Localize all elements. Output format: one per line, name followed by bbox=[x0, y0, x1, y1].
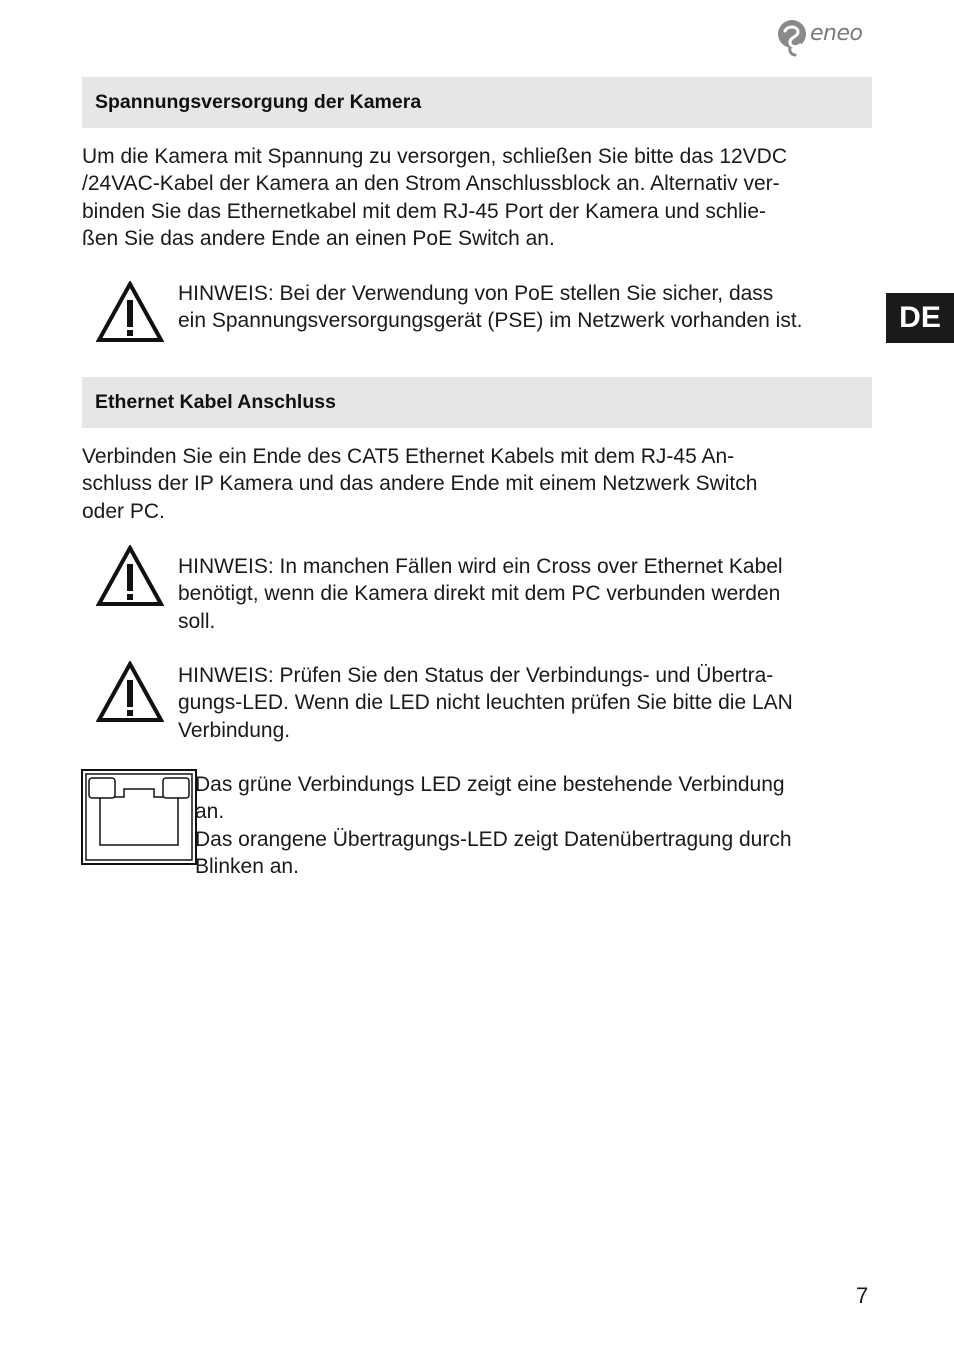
page-number: 7 bbox=[856, 1283, 869, 1308]
eneo-logo bbox=[776, 17, 876, 57]
text-line: HINWEIS: Bei der Verwendung von PoE stellen Sie sicher, dass bbox=[178, 282, 774, 305]
text-line: ßen Sie das andere Ende an einen PoE Switch an. bbox=[82, 226, 555, 250]
warning-icon bbox=[96, 661, 164, 723]
text-line: binden Sie das Ethernetkabel mit dem RJ-45 Port der Kamera und schlie- bbox=[82, 199, 767, 223]
crossover-note bbox=[178, 553, 878, 635]
text-line: benötigt, wenn die Kamera direkt mit dem PC verbunden werden bbox=[178, 582, 781, 606]
text-line: an. bbox=[195, 800, 225, 824]
rj45-port-icon bbox=[81, 769, 197, 865]
poe-note bbox=[178, 280, 878, 335]
language-tab-de: DE bbox=[886, 293, 954, 343]
text-line: HINWEIS: In manchen Fällen wird ein Cross over Ethernet Kabel bbox=[178, 555, 783, 578]
text-line: Blinken an. bbox=[195, 854, 299, 878]
text-line: Verbinden Sie ein Ende des CAT5 Ethernet Kabels mit dem RJ-45 An- bbox=[82, 445, 735, 468]
text-line: schluss der IP Kamera und das andere Ende mit einem Netzwerk Switch bbox=[82, 472, 758, 496]
warning-icon bbox=[96, 545, 164, 607]
text-line: Um die Kamera mit Spannung zu versorgen, schließen Sie bitte das 12VDC bbox=[82, 145, 788, 168]
led-explanation bbox=[195, 771, 885, 880]
led-status-note bbox=[178, 662, 878, 744]
text-line: soll. bbox=[178, 609, 216, 633]
ethernet-paragraph bbox=[82, 443, 882, 525]
eneo-logo-icon bbox=[776, 17, 808, 57]
text-line: gungs-LED. Wenn die LED nicht leuchten prüfen Sie bitte die LAN bbox=[178, 691, 793, 715]
logo-text: eneo bbox=[810, 21, 863, 46]
text-line: /24VAC-Kabel der Kamera an den Strom Anschlussblock an. Alternativ ver- bbox=[82, 172, 780, 196]
text-line: ein Spannungsversorgungsgerät (PSE) im Netzwerk vorhanden ist. bbox=[178, 309, 803, 333]
section-header-power: Spannungsversorgung der Kamera bbox=[82, 77, 872, 128]
warning-icon bbox=[96, 281, 164, 343]
power-paragraph bbox=[82, 143, 882, 252]
text-line: Das orangene Übertragungs-LED zeigt Datenübertragung durch bbox=[195, 827, 792, 851]
text-line: HINWEIS: Prüfen Sie den Status der Verbindungs- und Übertra- bbox=[178, 664, 774, 687]
text-line: Verbindung. bbox=[178, 718, 291, 742]
text-line: Das grüne Verbindungs LED zeigt eine bestehende Verbindung bbox=[195, 773, 785, 796]
text-line: oder PC. bbox=[82, 499, 165, 523]
section-header-ethernet: Ethernet Kabel Anschluss bbox=[82, 377, 872, 428]
